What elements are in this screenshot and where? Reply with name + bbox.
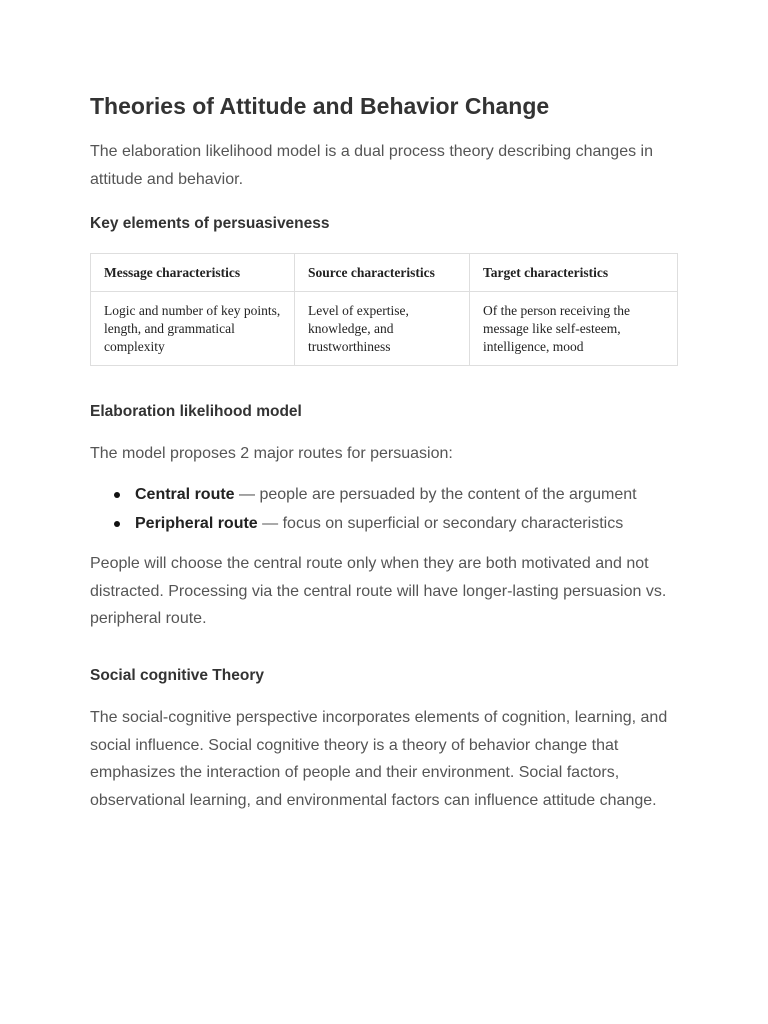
persuasiveness-table	[90, 253, 678, 366]
bullet-icon	[114, 521, 120, 527]
elm-intro-paragraph: The model proposes 2 major routes for persuasion:	[90, 445, 453, 462]
list-item	[90, 481, 637, 510]
table-cell-source: Level of expertise, knowledge, and trustworthiness	[295, 292, 470, 366]
sct-paragraph: The social-cognitive perspective incorporates elements of cognition, learning, and social influence. Social cognitive theory is a theory of behavior change that emphasizes the interaction of people and their environment. Social factors, observational learning, and environmental factors can influence attitude change.	[90, 709, 668, 809]
key-elements-heading: Key elements of persuasiveness	[90, 215, 330, 232]
bullet-icon	[114, 492, 120, 498]
route-term: Central route	[135, 486, 235, 503]
elm-summary-paragraph: People will choose the central route only when they are both motivated and not distracted. Processing via the central route will have longer-lasting persuasion vs. peripheral route.	[90, 555, 667, 627]
routes-list	[90, 481, 637, 538]
table-row	[91, 292, 678, 366]
sct-heading: Social cognitive Theory	[90, 667, 264, 684]
table-header-row	[91, 254, 678, 292]
header-message-characteristics: Message characteristics	[91, 254, 295, 292]
list-item	[90, 510, 637, 539]
route-term: Peripheral route	[135, 514, 258, 532]
header-target-characteristics: Target characteristics	[470, 254, 678, 292]
table-cell-target: Of the person receiving the message like self-esteem, intelligence, mood	[470, 292, 678, 366]
route-description: — people are persuaded by the content of the argument	[234, 486, 637, 503]
route-description: — focus on superficial or secondary characteristics	[257, 514, 624, 532]
elm-heading: Elaboration likelihood model	[90, 403, 302, 420]
page-title: Theories of Attitude and Behavior Change	[90, 93, 550, 119]
intro-paragraph: The elaboration likelihood model is a dual process theory describing changes in attitude and behavior.	[90, 143, 653, 188]
header-source-characteristics: Source characteristics	[295, 254, 470, 292]
table-cell-message: Logic and number of key points, length, and grammatical complexity	[91, 292, 295, 366]
